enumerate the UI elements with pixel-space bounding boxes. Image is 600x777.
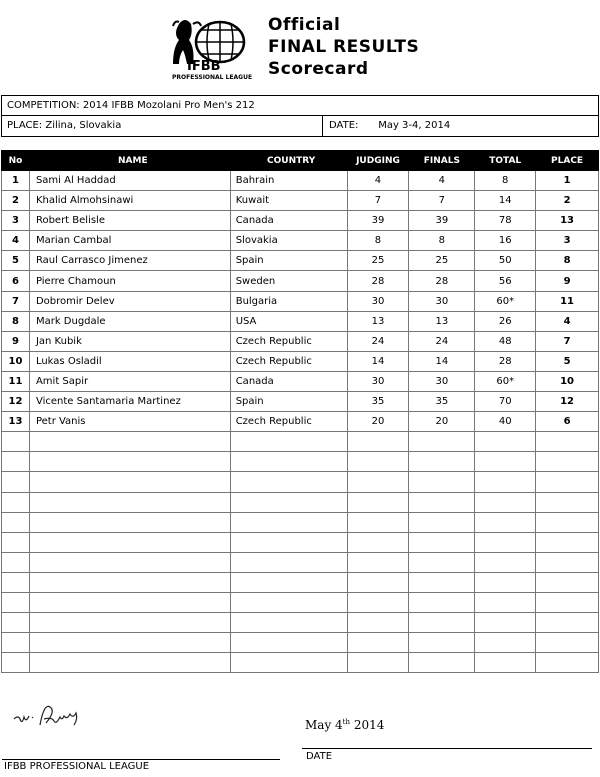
competition-name: COMPETITION: 2014 IFBB Mozolani Pro Men's 212 [2, 96, 598, 116]
logo-subtext: PROFESSIONAL LEAGUE [172, 74, 253, 81]
empty-cell [536, 532, 599, 552]
empty-row [2, 452, 599, 472]
cell-judging: 4 [347, 171, 409, 191]
empty-cell [536, 613, 599, 633]
empty-row [2, 572, 599, 592]
signed-date [305, 718, 384, 732]
empty-cell [29, 472, 230, 492]
empty-cell [230, 512, 347, 532]
empty-cell [347, 653, 409, 673]
empty-cell [536, 432, 599, 452]
empty-cell [230, 432, 347, 452]
cell-no: 2 [2, 191, 30, 211]
cell-place: 4 [536, 311, 599, 331]
cell-no: 1 [2, 171, 30, 191]
empty-cell [536, 572, 599, 592]
empty-cell [230, 572, 347, 592]
cell-finals: 13 [409, 311, 475, 331]
cell-total: 16 [475, 231, 536, 251]
empty-cell [347, 572, 409, 592]
empty-cell [475, 492, 536, 512]
header-country: COUNTRY [230, 151, 347, 171]
cell-judging: 13 [347, 311, 409, 331]
empty-cell [2, 552, 30, 572]
cell-finals: 28 [409, 271, 475, 291]
cell-no: 8 [2, 311, 30, 331]
empty-cell [29, 432, 230, 452]
cell-country: Bulgaria [230, 291, 347, 311]
cell-place: 6 [536, 412, 599, 432]
cell-no: 6 [2, 271, 30, 291]
cell-total: 78 [475, 211, 536, 231]
empty-cell [475, 592, 536, 612]
signature-text: W. Pomey. [10, 695, 16, 696]
results-body [2, 171, 599, 673]
cell-country: Czech Republic [230, 412, 347, 432]
cell-finals: 24 [409, 331, 475, 351]
cell-judging: 20 [347, 412, 409, 432]
cell-country: Slovakia [230, 231, 347, 251]
cell-country: Spain [230, 251, 347, 271]
empty-cell [347, 512, 409, 532]
empty-cell [536, 633, 599, 653]
empty-cell [409, 653, 475, 673]
cell-judging: 7 [347, 191, 409, 211]
date-cell [322, 116, 598, 136]
cell-name: Khalid Almohsinawi [29, 191, 230, 211]
empty-cell [230, 613, 347, 633]
cell-finals: 25 [409, 251, 475, 271]
header-judging: JUDGING [347, 151, 409, 171]
empty-cell [29, 552, 230, 572]
cell-judging: 39 [347, 211, 409, 231]
cell-place: 1 [536, 171, 599, 191]
cell-name: Amit Sapir [29, 371, 230, 391]
header-name: NAME [29, 151, 230, 171]
cell-total: 26 [475, 311, 536, 331]
empty-cell [475, 653, 536, 673]
empty-cell [536, 592, 599, 612]
cell-no: 9 [2, 331, 30, 351]
empty-cell [409, 532, 475, 552]
empty-cell [347, 633, 409, 653]
cell-judging: 25 [347, 251, 409, 271]
ifbb-logo [165, 12, 265, 82]
empty-cell [347, 452, 409, 472]
empty-cell [409, 552, 475, 572]
empty-cell [475, 432, 536, 452]
table-row [2, 331, 599, 351]
empty-cell [230, 492, 347, 512]
results-table [1, 150, 599, 673]
cell-total: 28 [475, 351, 536, 371]
empty-cell [536, 472, 599, 492]
cell-name: Pierre Chamoun [29, 271, 230, 291]
empty-row [2, 432, 599, 452]
footer-date-label: DATE [306, 751, 333, 762]
cell-place: 11 [536, 291, 599, 311]
table-row [2, 311, 599, 331]
table-row [2, 231, 599, 251]
empty-cell [29, 613, 230, 633]
header-total: TOTAL [475, 151, 536, 171]
empty-cell [230, 552, 347, 572]
cell-name: Mark Dugdale [29, 311, 230, 331]
page-title [268, 14, 419, 80]
cell-total: 40 [475, 412, 536, 432]
empty-cell [475, 572, 536, 592]
empty-cell [409, 572, 475, 592]
cell-place: 9 [536, 271, 599, 291]
empty-cell [347, 613, 409, 633]
signed-date-year: 2014 [350, 718, 385, 732]
cell-name: Dobromir Delev [29, 291, 230, 311]
cell-name: Raul Carrasco Jimenez [29, 251, 230, 271]
empty-cell [2, 532, 30, 552]
cell-finals: 4 [409, 171, 475, 191]
title-line-3: Scorecard [268, 59, 369, 79]
empty-cell [230, 633, 347, 653]
empty-cell [475, 452, 536, 472]
competition-info-box [1, 95, 599, 137]
results-header-row [2, 151, 599, 171]
table-row [2, 371, 599, 391]
cell-no: 13 [2, 412, 30, 432]
empty-row [2, 472, 599, 492]
logo-text: IFBB [187, 59, 221, 74]
empty-cell [29, 532, 230, 552]
cell-name: Marian Cambal [29, 231, 230, 251]
empty-row [2, 552, 599, 572]
empty-row [2, 633, 599, 653]
cell-total: 56 [475, 271, 536, 291]
signature-line [2, 759, 280, 760]
empty-cell [347, 552, 409, 572]
cell-place: 3 [536, 231, 599, 251]
cell-judging: 28 [347, 271, 409, 291]
title-line-2: FINAL RESULTS [268, 37, 420, 57]
cell-name: Lukas Osladil [29, 351, 230, 371]
cell-no: 5 [2, 251, 30, 271]
date-label: DATE: [329, 120, 359, 131]
table-row [2, 351, 599, 371]
cell-name: Vicente Santamaria Martinez [29, 392, 230, 412]
cell-place: 8 [536, 251, 599, 271]
empty-cell [409, 592, 475, 612]
cell-total: 14 [475, 191, 536, 211]
empty-cell [536, 653, 599, 673]
cell-total: 70 [475, 392, 536, 412]
cell-no: 3 [2, 211, 30, 231]
cell-judging: 24 [347, 331, 409, 351]
empty-row [2, 532, 599, 552]
empty-cell [347, 592, 409, 612]
cell-place: 2 [536, 191, 599, 211]
empty-cell [536, 552, 599, 572]
table-row [2, 412, 599, 432]
empty-row [2, 653, 599, 673]
table-row [2, 171, 599, 191]
empty-cell [230, 452, 347, 472]
empty-cell [409, 452, 475, 472]
empty-cell [347, 472, 409, 492]
cell-no: 10 [2, 351, 30, 371]
empty-cell [475, 552, 536, 572]
cell-place: 13 [536, 211, 599, 231]
cell-country: Kuwait [230, 191, 347, 211]
empty-cell [2, 613, 30, 633]
cell-finals: 35 [409, 392, 475, 412]
empty-cell [29, 653, 230, 673]
empty-cell [347, 432, 409, 452]
empty-cell [2, 512, 30, 532]
empty-cell [409, 472, 475, 492]
empty-cell [475, 532, 536, 552]
empty-cell [536, 492, 599, 512]
title-line-1: Official [268, 15, 341, 35]
cell-judging: 14 [347, 351, 409, 371]
table-row [2, 191, 599, 211]
empty-cell [409, 432, 475, 452]
cell-total: 48 [475, 331, 536, 351]
place-date-row [2, 116, 598, 136]
empty-cell [409, 492, 475, 512]
cell-judging: 8 [347, 231, 409, 251]
cell-country: Spain [230, 392, 347, 412]
cell-total: 50 [475, 251, 536, 271]
empty-cell [409, 613, 475, 633]
empty-row [2, 592, 599, 612]
cell-place: 5 [536, 351, 599, 371]
cell-finals: 30 [409, 291, 475, 311]
empty-cell [230, 592, 347, 612]
cell-name: Jan Kubik [29, 331, 230, 351]
cell-no: 12 [2, 392, 30, 412]
empty-cell [230, 532, 347, 552]
cell-judging: 35 [347, 392, 409, 412]
empty-row [2, 492, 599, 512]
empty-cell [347, 532, 409, 552]
cell-country: USA [230, 311, 347, 331]
empty-cell [29, 492, 230, 512]
empty-cell [475, 633, 536, 653]
empty-cell [230, 472, 347, 492]
empty-row [2, 613, 599, 633]
cell-finals: 7 [409, 191, 475, 211]
table-row [2, 211, 599, 231]
header-no: No [2, 151, 30, 171]
empty-cell [2, 452, 30, 472]
empty-cell [2, 572, 30, 592]
competition-place: PLACE: Zilina, Slovakia [7, 120, 122, 131]
empty-row [2, 512, 599, 532]
cell-name: Petr Vanis [29, 412, 230, 432]
empty-cell [2, 592, 30, 612]
empty-cell [2, 472, 30, 492]
empty-cell [536, 512, 599, 532]
cell-finals: 20 [409, 412, 475, 432]
cell-name: Sami Al Haddad [29, 171, 230, 191]
cell-country: Czech Republic [230, 351, 347, 371]
cell-country: Canada [230, 211, 347, 231]
empty-cell [347, 492, 409, 512]
empty-cell [29, 512, 230, 532]
cell-total: 60* [475, 291, 536, 311]
table-row [2, 291, 599, 311]
signature-label: IFBB PROFESSIONAL LEAGUE [4, 761, 150, 772]
empty-cell [29, 572, 230, 592]
signed-date-day: May 4 [305, 718, 343, 732]
empty-cell [2, 432, 30, 452]
cell-judging: 30 [347, 371, 409, 391]
empty-cell [536, 452, 599, 472]
table-row [2, 251, 599, 271]
cell-finals: 14 [409, 351, 475, 371]
header-place: PLACE [536, 151, 599, 171]
cell-no: 7 [2, 291, 30, 311]
cell-place: 10 [536, 371, 599, 391]
signed-date-suffix: th [342, 718, 350, 726]
date-line [302, 748, 592, 749]
cell-total: 8 [475, 171, 536, 191]
cell-judging: 30 [347, 291, 409, 311]
empty-cell [230, 653, 347, 673]
cell-total: 60* [475, 371, 536, 391]
cell-name: Robert Belisle [29, 211, 230, 231]
empty-cell [2, 492, 30, 512]
cell-place: 12 [536, 392, 599, 412]
cell-country: Sweden [230, 271, 347, 291]
cell-country: Bahrain [230, 171, 347, 191]
empty-cell [409, 512, 475, 532]
cell-place: 7 [536, 331, 599, 351]
cell-no: 11 [2, 371, 30, 391]
cell-finals: 8 [409, 231, 475, 251]
empty-cell [475, 613, 536, 633]
empty-cell [29, 633, 230, 653]
empty-cell [29, 452, 230, 472]
cell-no: 4 [2, 231, 30, 251]
empty-cell [475, 472, 536, 492]
empty-cell [29, 592, 230, 612]
date-value: May 3-4, 2014 [378, 120, 451, 131]
table-row [2, 271, 599, 291]
empty-cell [2, 653, 30, 673]
empty-cell [475, 512, 536, 532]
empty-cell [2, 633, 30, 653]
table-row [2, 392, 599, 412]
cell-finals: 39 [409, 211, 475, 231]
header-finals: FINALS [409, 151, 475, 171]
signature [10, 695, 110, 735]
cell-finals: 30 [409, 371, 475, 391]
cell-country: Canada [230, 371, 347, 391]
empty-cell [409, 633, 475, 653]
cell-country: Czech Republic [230, 331, 347, 351]
